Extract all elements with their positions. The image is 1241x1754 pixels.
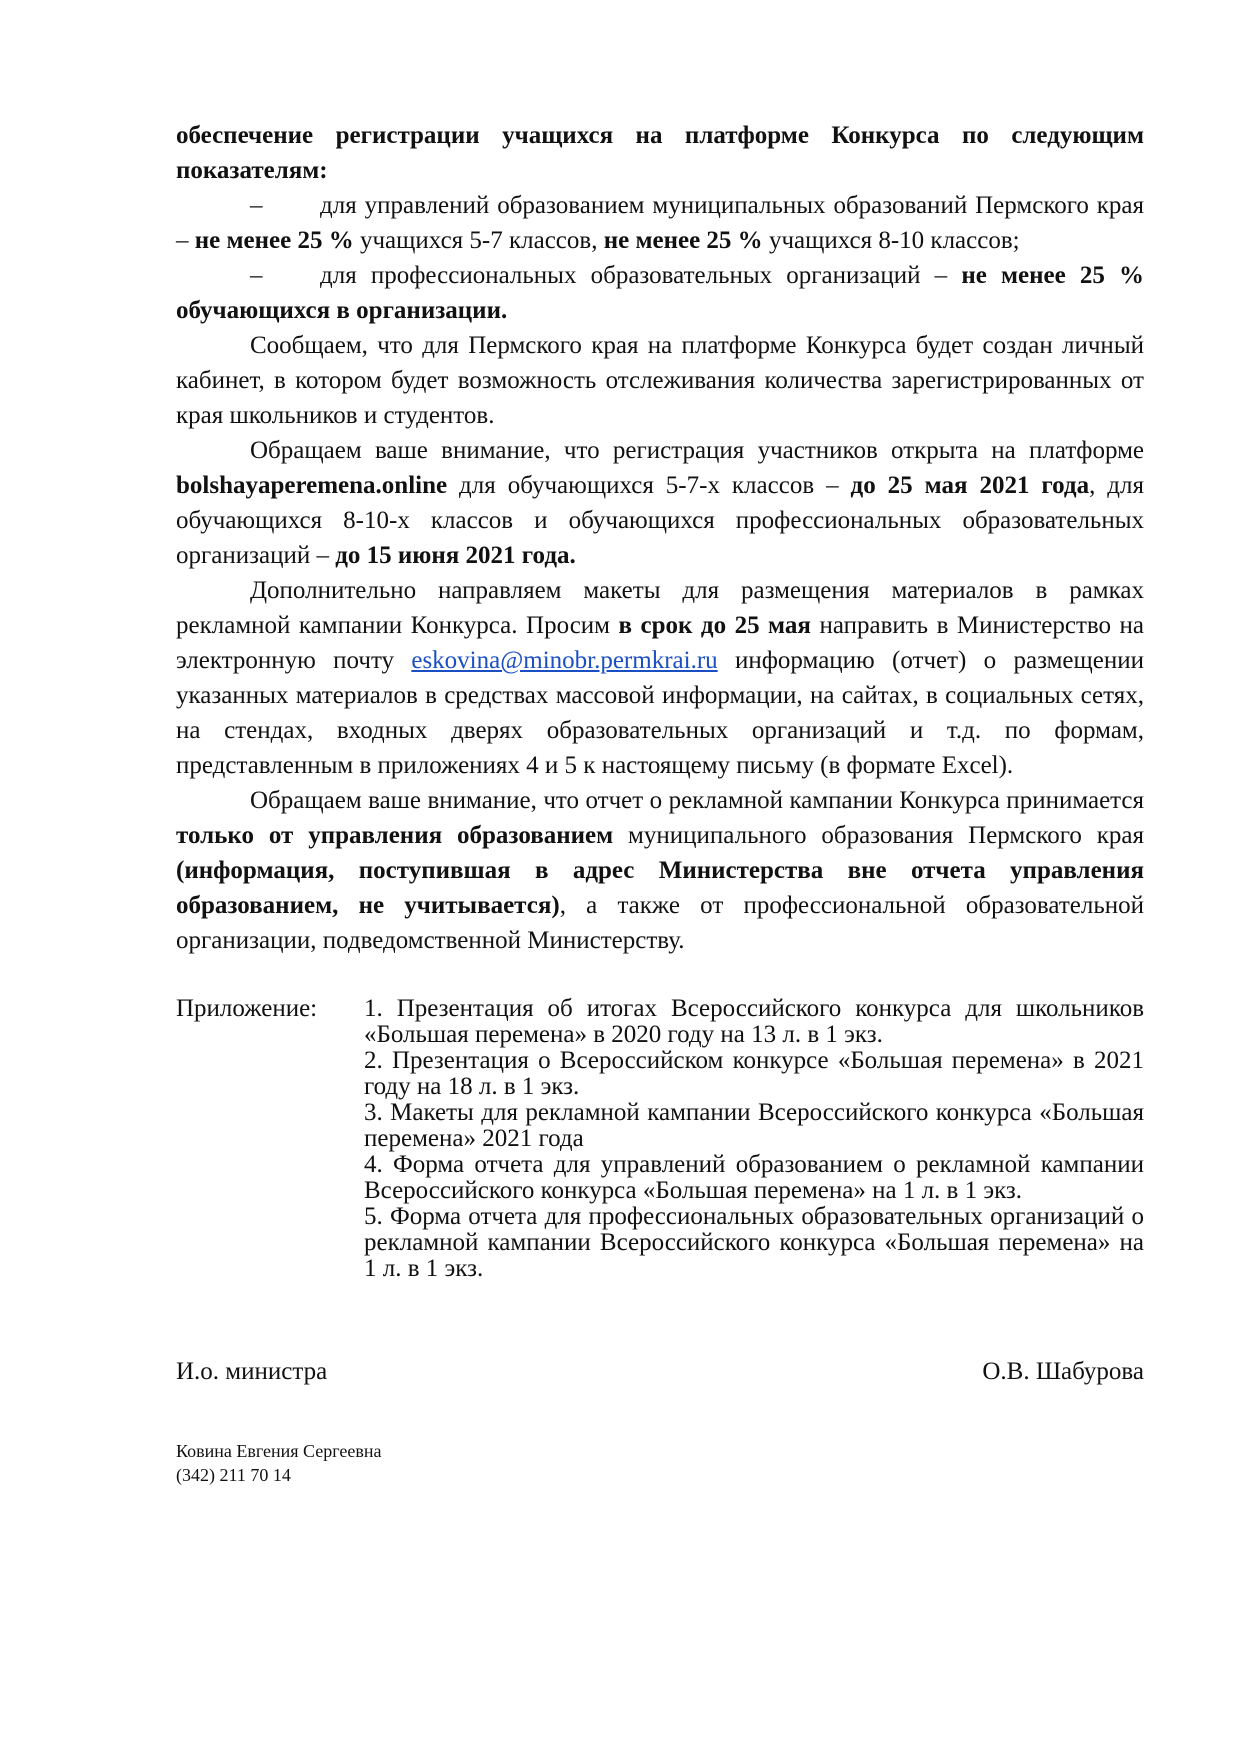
text-run: направить в Министерство на электронную почту	[176, 612, 1144, 674]
dash-marker: –	[250, 192, 263, 219]
bold-run: (информация, поступившая в адрес Министерства вне отчета управления образованием, не учитывается)	[176, 857, 1144, 919]
text-run: Обращаем ваше внимание, что регистрация участников открыта на платформе	[250, 437, 1144, 464]
paragraph-registration-intro	[176, 118, 1144, 188]
bold-run: не менее 25 %	[603, 227, 763, 254]
deadline-professional: до 15 июня 2021 года.	[335, 542, 576, 569]
text-run: учащихся 8-10 классов;	[762, 227, 1020, 254]
report-deadline: в срок до 25 мая	[618, 612, 811, 639]
paragraph-advertising-report	[176, 573, 1144, 783]
paragraph-registration-deadlines	[176, 433, 1144, 573]
bold-run: только от управления образованием	[176, 822, 614, 849]
annex-list	[364, 996, 1144, 1282]
paragraph-professional-quota	[176, 258, 1144, 328]
text-run: для управлений образованием муниципальных образований Пермского края –	[176, 192, 1144, 254]
annex-item: 2. Презентация о Всероссийском конкурсе «Большая перемена» в 2021 году на 18 л. в 1 экз.	[364, 1047, 1144, 1100]
text-run: , для обучающихся 8-10-х классов и обучающихся профессиональных образовательных организаций –	[176, 472, 1144, 569]
platform-url: bolshayaperemena.online	[176, 472, 448, 499]
text-run: информацию (отчет) о размещении указанных материалов в средствах массовой информации, на сайтах, в социальных сетях, на стендах, входных дверях образовательных организаций и т.д. по формам, представленным в приложениях 4 и 5 к настоящему письму (в формате Excel).	[176, 647, 1145, 779]
paragraph-municipal-quota	[176, 188, 1144, 258]
registration-intro-text: обеспечение регистрации учащихся на платформе Конкурса по следующим показателям:	[176, 122, 1144, 184]
annex-label: Приложение:	[176, 995, 318, 1022]
text-run: , а также от профессиональной образовательной организации, подведомственной Министерству.	[176, 892, 1144, 954]
annex-item: 3. Макеты для рекламной кампании Всероссийского конкурса «Большая перемена» 2021 года	[364, 1099, 1144, 1152]
letter-page	[176, 118, 1144, 1487]
text-run: Обращаем ваше внимание, что отчет о рекламной кампании Конкурса принимается	[250, 787, 1144, 814]
bold-run: не менее 25 %	[194, 227, 354, 254]
contact-block	[176, 1439, 1144, 1487]
annex-section	[176, 996, 1144, 1282]
signatory-name: О.В. Шабурова	[982, 1358, 1144, 1385]
annex-item: 4. Форма отчета для управлений образованием о рекламной кампании Всероссийского конкурса «Большая перемена» на 1 л. в 1 экз.	[364, 1151, 1144, 1204]
text-run: для профессиональных образовательных организаций –	[320, 262, 962, 289]
paragraph-report-acceptance	[176, 783, 1144, 958]
text-run: муниципального образования Пермского края	[613, 822, 1144, 849]
signatory-position: И.о. министра	[176, 1358, 328, 1385]
text-run: для обучающихся 5-7-х классов –	[447, 472, 851, 499]
contact-name: Ковина Евгения Сергеевна	[176, 1441, 382, 1461]
text-run: Дополнительно направляем макеты для размещения материалов в рамках рекламной кампании Конкурса. Просим	[176, 577, 1144, 639]
annex-item: 5. Форма отчета для профессиональных образовательных организаций о рекламной кампании Всероссийского конкурса «Большая перемена» на 1 л. в 1 экз.	[364, 1203, 1144, 1282]
text-run: учащихся 5-7 классов,	[353, 227, 604, 254]
bold-run: не менее 25 % обучающихся в организации.	[176, 262, 1144, 324]
dash-marker: –	[250, 262, 263, 289]
annex-item: 1. Презентация об итогах Всероссийского конкурса для школьников «Большая перемена» в 2020 году на 13 л. в 1 экз.	[364, 995, 1144, 1048]
deadline-school: до 25 мая 2021 года	[850, 472, 1090, 499]
paragraph-personal-cabinet	[176, 328, 1144, 433]
signature-block	[176, 1354, 1144, 1389]
contact-phone: (342) 211 70 14	[176, 1465, 291, 1485]
text-run: Сообщаем, что для Пермского края на платформе Конкурса будет создан личный кабинет, в котором будет возможность отслеживания количества зарегистрированных от края школьников и студентов.	[176, 332, 1144, 429]
email-link[interactable]: eskovina@minobr.permkrai.ru	[411, 647, 718, 674]
